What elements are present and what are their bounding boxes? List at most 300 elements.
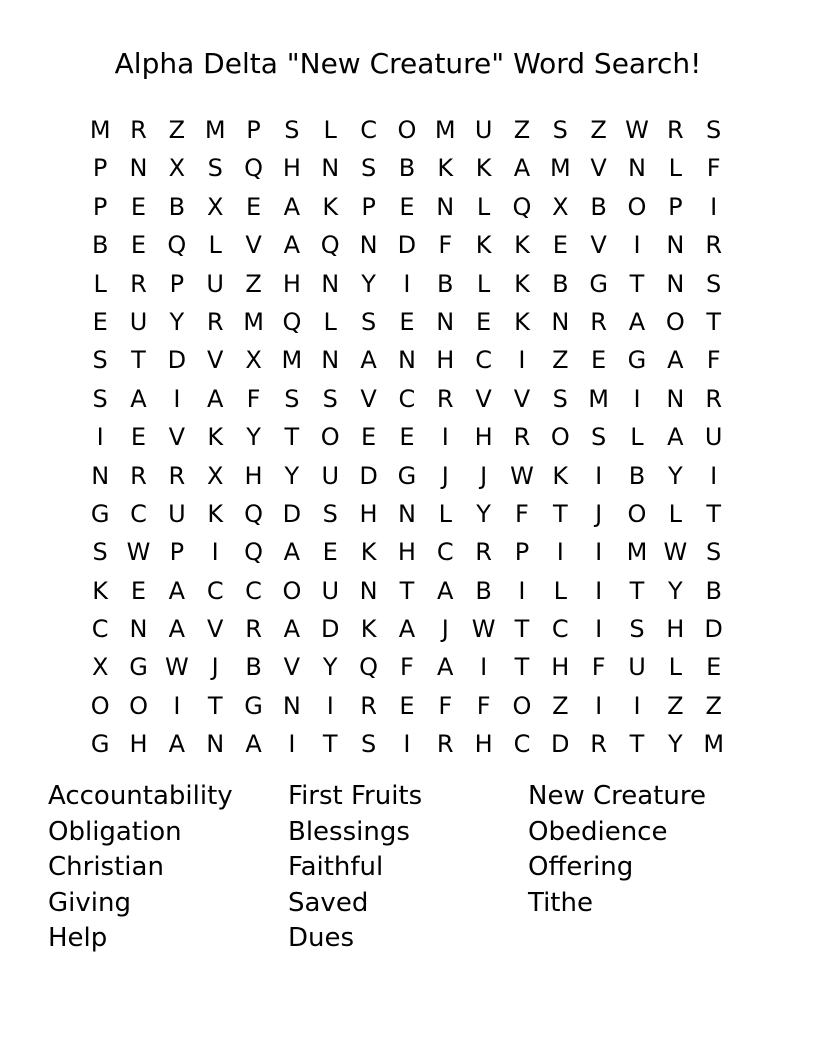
grid-letter: L — [323, 116, 337, 144]
grid-letter: Q — [512, 192, 532, 221]
grid-letter: K — [437, 154, 454, 183]
grid-letter: D — [359, 461, 378, 490]
grid-letter: I — [518, 576, 526, 605]
grid-letter: X — [206, 192, 224, 221]
grid-letter: R — [130, 116, 147, 144]
grid-letter: E — [245, 192, 262, 221]
grid-letter: R — [475, 538, 492, 567]
grid-letter: L — [476, 269, 491, 298]
grid-letter: G — [397, 461, 417, 490]
word-list-item: Saved — [288, 887, 369, 918]
grid-letter: I — [518, 346, 526, 375]
grid-letter: M — [626, 538, 648, 567]
grid-letter: W — [164, 653, 189, 682]
grid-letter: S — [706, 116, 722, 144]
grid-letter: H — [474, 423, 493, 452]
grid-letter: K — [207, 499, 224, 528]
word-list — [48, 779, 768, 957]
grid-letter: P — [361, 192, 376, 221]
grid-letter: J — [480, 461, 488, 490]
grid-letter: V — [590, 154, 607, 183]
grid-letter: A — [130, 384, 147, 413]
grid-letter: T — [322, 730, 338, 759]
grid-letter: I — [595, 538, 603, 567]
grid-letter: U — [129, 307, 148, 336]
grid-letter: E — [399, 691, 415, 720]
grid-letter: E — [706, 653, 722, 682]
grid-letter: I — [710, 192, 718, 221]
grid-letter: S — [92, 538, 108, 567]
grid-letter: S — [552, 116, 568, 144]
grid-letter: R — [360, 691, 377, 720]
grid-letter: N — [436, 307, 455, 336]
grid-letter: O — [320, 423, 340, 452]
grid-letter: N — [129, 615, 148, 644]
grid-letter: I — [710, 461, 718, 490]
word-list-item: Help — [48, 923, 108, 953]
word-column — [528, 779, 768, 957]
grid-letter: L — [323, 307, 337, 336]
grid-letter: C — [475, 346, 492, 375]
grid-letter: I — [403, 269, 411, 298]
grid-letter: R — [245, 615, 262, 644]
grid-letter: G — [90, 730, 110, 759]
grid-letter: B — [437, 269, 454, 298]
grid-row — [81, 149, 733, 187]
grid-letter: H — [359, 499, 378, 528]
grid-letter: N — [666, 231, 685, 260]
grid-letter: E — [92, 307, 108, 336]
grid-letter: A — [168, 576, 186, 605]
grid-letter: Y — [476, 499, 491, 528]
grid-row — [81, 725, 733, 763]
grid-letter: S — [706, 538, 722, 567]
grid-letter: L — [668, 653, 683, 682]
grid-letter: F — [706, 346, 721, 375]
grid-letter: E — [130, 192, 147, 221]
grid-letter: I — [288, 730, 296, 759]
grid-letter: R — [130, 461, 147, 490]
grid-letter: R — [590, 730, 607, 759]
grid-letter: U — [168, 499, 186, 528]
word-list-item: Faithful — [288, 852, 384, 882]
grid-letter: J — [211, 653, 219, 682]
grid-letter: P — [92, 192, 108, 221]
grid-letter: H — [551, 653, 570, 682]
grid-letter: I — [96, 423, 104, 452]
grid-letter: O — [627, 499, 647, 528]
grid-letter: B — [590, 192, 607, 221]
grid-letter: E — [552, 231, 568, 260]
grid-letter: M — [434, 116, 456, 144]
word-column — [288, 779, 528, 957]
grid-letter: G — [627, 346, 647, 375]
grid-letter: V — [283, 653, 301, 682]
grid-letter: C — [436, 538, 454, 567]
page-title: Alpha Delta "New Creature" Word Search! — [114, 47, 702, 80]
grid-letter: F — [706, 154, 721, 183]
grid-letter: I — [556, 538, 564, 567]
grid-letter: N — [397, 499, 416, 528]
grid-row — [81, 380, 733, 418]
grid-letter: I — [211, 538, 219, 567]
grid-letter: P — [246, 116, 261, 144]
grid-letter: X — [168, 154, 186, 183]
grid-letter: W — [510, 461, 534, 490]
grid-letter: N — [206, 730, 225, 759]
grid-letter: E — [130, 231, 147, 260]
grid-letter: L — [93, 269, 107, 298]
grid-letter: I — [403, 730, 411, 759]
grid-letter: D — [397, 231, 417, 260]
grid-letter: I — [633, 691, 641, 720]
grid-letter: A — [168, 615, 186, 644]
grid-letter: E — [476, 307, 492, 336]
grid-letter: Q — [244, 538, 263, 567]
grid-letter: E — [360, 423, 377, 452]
grid-letter: N — [321, 154, 340, 183]
grid-letter: N — [282, 691, 301, 720]
grid-letter: H — [282, 269, 301, 298]
grid-letter: N — [321, 269, 340, 298]
grid-letter: K — [475, 154, 492, 183]
word-list-item: Tithe — [528, 887, 593, 918]
grid-letter: N — [359, 576, 378, 605]
grid-letter: B — [168, 192, 186, 221]
grid-letter: Q — [244, 154, 263, 183]
grid-letter: V — [513, 384, 531, 413]
grid-letter: H — [129, 730, 148, 759]
grid-letter: Z — [552, 691, 569, 720]
grid-letter: S — [360, 307, 377, 336]
grid-letter: V — [206, 346, 224, 375]
grid-letter: T — [629, 730, 645, 759]
grid-letter: T — [514, 653, 530, 682]
grid-letter: S — [552, 384, 568, 413]
grid-letter: X — [245, 346, 262, 375]
grid-letter: Y — [667, 730, 683, 759]
grid-letter: K — [552, 461, 569, 490]
grid-letter: C — [91, 615, 109, 644]
grid-letter: S — [360, 154, 377, 183]
grid-letter: D — [704, 615, 723, 644]
grid-letter: G — [129, 653, 148, 682]
grid-letter: A — [283, 538, 301, 567]
grid-letter: T — [629, 269, 645, 298]
grid-letter: K — [475, 231, 492, 260]
grid-letter: B — [705, 576, 722, 605]
grid-letter: I — [595, 576, 603, 605]
grid-letter: M — [89, 116, 111, 144]
grid-row — [81, 111, 733, 149]
word-list-item: Obligation — [48, 816, 182, 847]
grid-letter: P — [514, 538, 530, 567]
grid-letter: X — [552, 192, 569, 221]
grid-letter: S — [322, 499, 338, 528]
grid-letter: T — [629, 576, 645, 605]
grid-letter: T — [131, 346, 146, 375]
grid-letter: E — [399, 307, 415, 336]
word-list-item: Offering — [528, 852, 634, 882]
grid-row — [81, 457, 733, 495]
grid-letter: D — [320, 615, 340, 644]
grid-letter: Z — [667, 691, 684, 720]
grid-letter: A — [437, 653, 454, 682]
grid-letter: T — [399, 576, 415, 605]
grid-letter: W — [625, 116, 649, 144]
grid-letter: K — [360, 615, 377, 644]
grid-letter: F — [400, 653, 414, 682]
grid-letter: O — [665, 307, 685, 336]
grid-letter: C — [551, 615, 569, 644]
grid-letter: A — [667, 423, 684, 452]
grid-letter: Y — [667, 576, 683, 605]
grid-letter: E — [322, 538, 338, 567]
grid-letter: Y — [361, 269, 376, 298]
grid-letter: O — [627, 192, 647, 221]
grid-letter: R — [130, 269, 147, 298]
grid-letter: Z — [168, 116, 186, 144]
grid-letter: Q — [244, 499, 263, 528]
grid-letter: S — [322, 384, 338, 413]
grid-row — [81, 610, 733, 648]
grid-letter: B — [398, 154, 416, 183]
grid-letter: K — [92, 576, 109, 605]
word-list-item: First Fruits — [288, 781, 423, 811]
grid-letter: U — [321, 461, 340, 490]
grid-letter: R — [513, 423, 531, 452]
grid-letter: L — [668, 154, 683, 183]
grid-letter: R — [705, 384, 723, 413]
grid-letter: O — [282, 576, 302, 605]
grid-letter: V — [360, 384, 377, 413]
grid-letter: Z — [705, 691, 722, 720]
grid-letter: G — [589, 269, 608, 298]
grid-letter: I — [480, 653, 488, 682]
grid-letter: B — [475, 576, 492, 605]
word-list-item: Accountability — [48, 781, 233, 811]
grid-letter: A — [513, 154, 531, 183]
word-column — [48, 779, 288, 957]
word-list-item: Dues — [288, 923, 355, 953]
grid-letter: S — [92, 346, 108, 375]
grid-letter: A — [206, 384, 224, 413]
grid-letter: H — [397, 538, 416, 567]
grid-letter: W — [126, 538, 151, 567]
grid-letter: V — [475, 384, 492, 413]
grid-letter: G — [90, 499, 110, 528]
grid-letter: Q — [320, 231, 340, 260]
grid-letter: R — [436, 384, 454, 413]
word-list-item: Christian — [48, 852, 164, 882]
grid-letter: M — [588, 384, 609, 413]
grid-letter: G — [244, 691, 263, 720]
grid-letter: O — [397, 116, 417, 144]
grid-letter: M — [243, 307, 264, 336]
grid-letter: W — [471, 615, 496, 644]
grid-row — [81, 226, 733, 264]
grid-letter: I — [173, 384, 181, 413]
grid-letter: W — [663, 538, 688, 567]
grid-letter: B — [552, 269, 569, 298]
grid-row — [81, 687, 733, 725]
grid-letter: T — [706, 499, 721, 528]
grid-letter: T — [514, 615, 530, 644]
grid-letter: J — [441, 615, 449, 644]
grid-letter: O — [512, 691, 532, 720]
grid-letter: S — [706, 269, 722, 298]
grid-letter: L — [630, 423, 644, 452]
grid-letter: Y — [246, 423, 261, 452]
grid-letter: A — [245, 730, 262, 759]
grid-letter: C — [206, 576, 224, 605]
grid-letter: N — [551, 307, 570, 336]
grid-letter: K — [322, 192, 339, 221]
grid-letter: K — [514, 231, 530, 260]
grid-letter: N — [666, 384, 685, 413]
grid-letter: U — [628, 653, 646, 682]
grid-letter: A — [283, 192, 301, 221]
grid-letter: N — [436, 192, 455, 221]
grid-letter: Z — [513, 116, 531, 144]
grid-letter: R — [436, 730, 454, 759]
grid-letter: U — [321, 576, 340, 605]
grid-letter: I — [326, 691, 334, 720]
grid-letter: O — [90, 691, 110, 720]
grid-letter: R — [206, 307, 224, 336]
grid-letter: T — [207, 691, 223, 720]
grid-letter: S — [92, 384, 108, 413]
grid-letter: N — [321, 346, 340, 375]
grid-letter: Y — [169, 307, 185, 336]
grid-letter: K — [207, 423, 224, 452]
grid-letter: B — [91, 231, 109, 260]
grid-letter: E — [399, 192, 415, 221]
grid-letter: A — [628, 307, 646, 336]
grid-letter: Q — [282, 307, 302, 336]
grid-letter: I — [173, 691, 181, 720]
grid-letter: F — [438, 691, 453, 720]
grid-letter: A — [283, 615, 301, 644]
grid-letter: N — [397, 346, 416, 375]
grid-letter: F — [246, 384, 261, 413]
grid-letter: I — [595, 461, 603, 490]
grid-row — [81, 418, 733, 456]
grid-letter: S — [284, 384, 300, 413]
grid-letter: V — [168, 423, 186, 452]
grid-letter: M — [281, 346, 303, 375]
grid-letter: T — [284, 423, 300, 452]
grid-letter: L — [208, 231, 222, 260]
grid-letter: I — [633, 231, 641, 260]
word-list-item: Blessings — [288, 816, 410, 847]
grid-letter: N — [628, 154, 646, 183]
grid-letter: F — [591, 653, 606, 682]
grid-letter: P — [668, 192, 683, 221]
grid-letter: J — [595, 499, 603, 528]
grid-row — [81, 495, 733, 533]
grid-letter: C — [513, 730, 531, 759]
grid-letter: L — [668, 499, 683, 528]
grid-letter: H — [244, 461, 263, 490]
grid-letter: S — [629, 615, 645, 644]
grid-letter: R — [590, 307, 607, 336]
grid-letter: Z — [245, 269, 262, 298]
grid-letter: E — [130, 576, 147, 605]
grid-letter: P — [92, 154, 108, 183]
grid-letter: R — [705, 231, 723, 260]
grid-letter: H — [282, 154, 301, 183]
grid-letter: C — [245, 576, 262, 605]
grid-letter: L — [438, 499, 452, 528]
grid-letter: M — [204, 116, 226, 144]
grid-letter: C — [360, 116, 377, 144]
grid-letter: P — [169, 269, 185, 298]
grid-letter: X — [91, 653, 109, 682]
grid-letter: U — [206, 269, 224, 298]
grid-letter: A — [667, 346, 684, 375]
grid-letter: V — [590, 231, 607, 260]
grid-letter: F — [515, 499, 529, 528]
grid-letter: E — [591, 346, 607, 375]
grid-letter: S — [360, 730, 377, 759]
grid-row — [81, 572, 733, 610]
grid-letter: F — [476, 691, 491, 720]
grid-letter: I — [595, 691, 603, 720]
grid-letter: T — [706, 307, 721, 336]
grid-letter: Q — [167, 231, 187, 260]
grid-letter: M — [549, 154, 571, 183]
grid-row — [81, 648, 733, 686]
grid-letter: R — [168, 461, 186, 490]
grid-row — [81, 303, 733, 341]
grid-letter: N — [91, 461, 110, 490]
grid-letter: A — [283, 231, 301, 260]
grid-letter: A — [398, 615, 416, 644]
grid-letter: B — [628, 461, 646, 490]
grid-letter: H — [666, 615, 685, 644]
grid-letter: O — [129, 691, 148, 720]
grid-letter: K — [514, 269, 530, 298]
grid-letter: P — [169, 538, 185, 567]
grid-letter: Y — [284, 461, 300, 490]
grid-letter: E — [130, 423, 147, 452]
letter-grid — [81, 111, 733, 764]
grid-letter: D — [551, 730, 570, 759]
grid-letter: Z — [590, 116, 607, 144]
grid-letter: D — [282, 499, 302, 528]
grid-letter: N — [666, 269, 685, 298]
grid-letter: K — [514, 307, 530, 336]
grid-letter: V — [206, 615, 224, 644]
grid-letter: L — [476, 192, 491, 221]
grid-row — [81, 533, 733, 571]
grid-letter: I — [595, 615, 603, 644]
grid-letter: M — [703, 730, 725, 759]
grid-letter: S — [284, 116, 300, 144]
grid-letter: X — [206, 461, 224, 490]
grid-letter: A — [437, 576, 454, 605]
grid-letter: V — [245, 231, 262, 260]
grid-letter: U — [474, 116, 493, 144]
grid-letter: Z — [552, 346, 569, 375]
grid-letter: S — [207, 154, 223, 183]
grid-letter: A — [360, 346, 377, 375]
grid-letter: I — [441, 423, 449, 452]
grid-letter: H — [436, 346, 455, 375]
grid-letter: I — [633, 384, 641, 413]
word-list-item: New Creature — [528, 781, 706, 811]
